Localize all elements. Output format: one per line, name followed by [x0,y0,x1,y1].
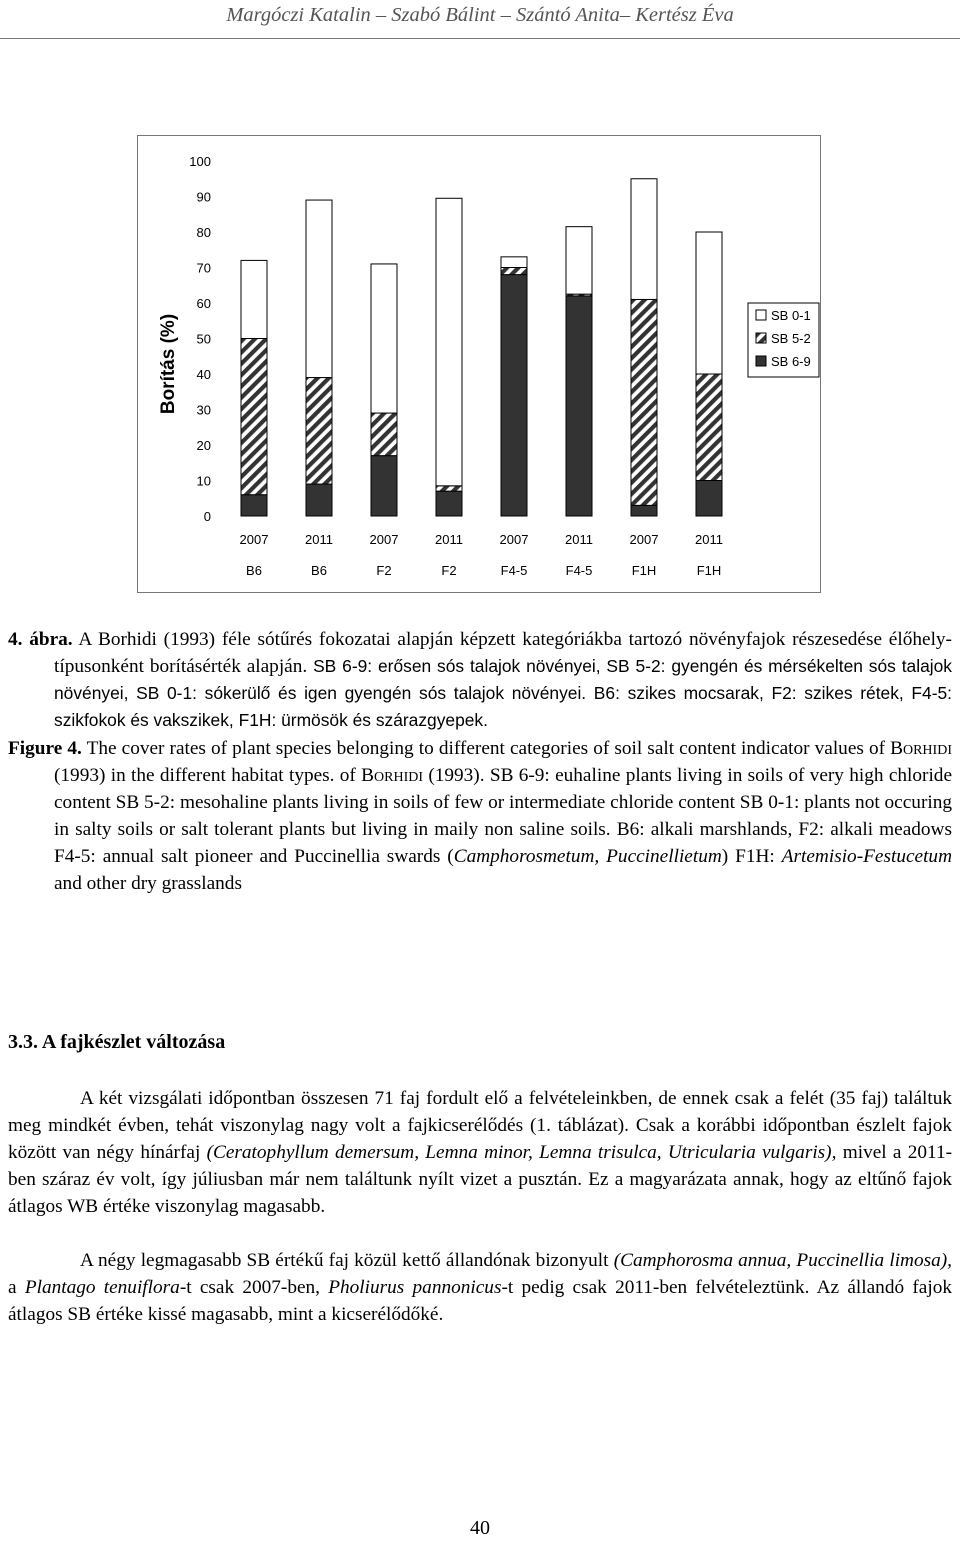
bar-segment-sb-5-2 [436,486,462,491]
para1-italic-1: (Ceratophyllum demersum, Lemna minor, Lemna trisulca, Utricularia vulgaris), [206,1142,837,1163]
caption-text-en-5: and other dry grasslands [54,873,242,894]
caption-label-en: Figure 4. [8,738,82,759]
x-tick-habitat: F4-5 [500,563,528,578]
bar-segment-sb-0-1 [631,179,657,300]
y-tick-label: 10 [196,473,211,489]
x-tick-year: 2011 [695,532,723,547]
y-tick-label: 90 [196,189,211,205]
y-tick-label: 20 [196,438,211,453]
x-tick-habitat: F1H [631,563,657,578]
running-header: Margóczi Katalin – Szabó Bálint – Szántó Anita– Kertész Éva [226,4,734,26]
figure-caption-english [8,735,952,897]
x-tick-habitat: F4-5 [565,563,593,578]
bar-segment-sb-5-2 [306,378,332,485]
x-tick-year: 2007 [499,532,529,547]
caption-text-en-1: The cover rates of plant species belonging to different categories of soil salt content indicator values of [81,738,891,759]
para2-text-4: -t pedig csak 2011-ben felvételeztünk. Az állandó fajok átlagos SB értéke kissé magasabb, mint a kicserélődőké. [8,1277,952,1325]
caption-italic-1: Camphorosmetum, Puccinellietum [453,846,722,867]
x-tick-year: 2011 [565,532,593,547]
y-tick-label: 50 [196,331,211,347]
caption-author-2: Borhidi [361,765,424,786]
para2-italic-1: (Camphorosma annua, Puccinellia limosa), [613,1250,952,1271]
bar-segment-sb-6-9 [501,275,527,516]
bar-segment-sb-6-9 [241,495,267,516]
x-tick-habitat: F1H [696,563,722,578]
x-tick-habitat: B6 [311,563,327,578]
legend-swatch [756,310,766,320]
x-tick-habitat: B6 [246,563,262,578]
y-axis-label: Borítás (%) [158,313,179,415]
para2-text-3: -t csak 2007-ben, [179,1277,329,1298]
y-tick-label: 100 [189,154,211,169]
bar-segment-sb-6-9 [306,484,332,516]
x-tick-year: 2007 [629,532,659,547]
x-tick-year: 2011 [305,532,333,547]
para2-text-2: a [8,1277,25,1298]
para2-italic-3: Pholiurus pannonicus [328,1277,502,1298]
caption-text-hu: A Borhidi (1993) féle sótűrés fokozatai alapján képzett kategóriákba tartozó növényfajok részesedése élőhely-típusonként borításérték alapján. [54,629,952,677]
caption-italic-2: Artemisio-Festucetum [781,846,952,867]
x-tick-habitat: F2 [441,563,457,578]
caption-text-en-3: (1993). SB 6-9: euhaline plants living in soils of very high chloride content SB 5-2: mesohaline plants living in soils of few or intermediate chloride content SB 0-1: plants not occuring in salty soils or salt tolerant plants but living in maily non saline soils. B6: alkali marshlands, F2: alkali meadows F4-5: annual salt pioneer and Puccinellia swards ( [54,765,953,867]
caption-author-1: Borhidi [890,738,952,759]
legend-label: SB 5-2 [771,331,811,346]
caption-legend-text-hu: SB 6-9: erősen sós talajok növényei, SB 5-2: gyengén és mérsékelten sós talajok növényei, SB 0-1: sókerülő és igen gyengén sós talajok növényei. B6: szikes mocsarak, F2: szikes rétek, F4-5: szikfokok és vakszikek, F1H: ürmösök és szárazgyepek. [54,656,952,730]
paragraph-2 [8,1247,952,1328]
y-axis-ticks [189,154,211,524]
legend [748,303,819,377]
y-tick-label: 0 [203,509,211,524]
caption-label-hu: 4. ábra. [8,629,73,650]
figure-caption-hungarian [8,626,952,734]
legend-swatch [756,333,766,343]
bar-segment-sb-0-1 [436,198,462,486]
bar-segment-sb-5-2 [371,413,397,456]
bar-segment-sb-5-2 [501,268,527,275]
bar-segment-sb-5-2 [631,299,657,505]
y-tick-label: 80 [196,225,211,240]
y-tick-label: 30 [196,402,211,418]
y-tick-label: 40 [196,367,211,382]
bar-segment-sb-6-9 [696,481,722,517]
bar-segment-sb-0-1 [371,264,397,413]
legend-label: SB 0-1 [771,308,811,323]
caption-text-en-2: (1993) in the different habitat types. of [54,765,362,786]
figure-4-chart [137,135,821,593]
caption-text-en-4: ) F1H: [721,846,782,867]
bar-segment-sb-6-9 [436,491,462,516]
para1-text-2: mivel a 2011-ben száraz év volt, így júliusban már nem találtunk nyílt vizet a pusztán. Ez a magyarázata annak, hogy az eltűnő fajok átlagos WB értéke viszonylag magasabb. [8,1142,953,1217]
x-axis-ticks [240,532,723,578]
x-tick-year: 2011 [435,532,463,547]
bar-segment-sb-6-9 [371,456,397,516]
para1-text-1: A két vizsgálati időpontban összesen 71 faj fordult elő a felvételeinkben, de ennek csak a felét (35 faj) találtuk meg mindkét évben, tehát viszonylag nagy volt a fajkicserélődés (1. táblázat). Csak a korábbi időpontban észlelt fajok között van négy hínárfaj [8,1088,952,1163]
legend-label: SB 6-9 [771,354,811,369]
stacked-bar-chart [138,136,822,594]
x-tick-year: 2007 [369,532,399,547]
y-tick-label: 70 [196,260,211,276]
para2-text-1: A négy legmagasabb SB értékű faj közül kettő állandónak bizonyult [80,1250,614,1271]
bar-segment-sb-6-9 [566,296,592,516]
bars [241,179,722,516]
x-tick-habitat: F2 [376,563,392,578]
bar-segment-sb-0-1 [241,260,267,338]
para2-italic-2: Plantago tenuiflora [24,1277,180,1298]
bar-segment-sb-5-2 [241,339,267,495]
bar-segment-sb-0-1 [696,232,722,374]
bar-segment-sb-5-2 [696,374,722,481]
x-tick-year: 2007 [239,532,269,547]
header-rule [0,38,960,39]
paragraph-1 [8,1085,952,1220]
bar-segment-sb-0-1 [306,200,332,377]
legend-swatch [756,356,766,366]
bar-segment-sb-6-9 [631,505,657,516]
section-heading: 3.3. A fajkészlet változása [8,1031,226,1053]
bar-segment-sb-0-1 [566,227,592,294]
y-tick-label: 60 [196,296,211,311]
bar-segment-sb-0-1 [501,257,527,268]
page-number: 40 [470,1517,490,1539]
